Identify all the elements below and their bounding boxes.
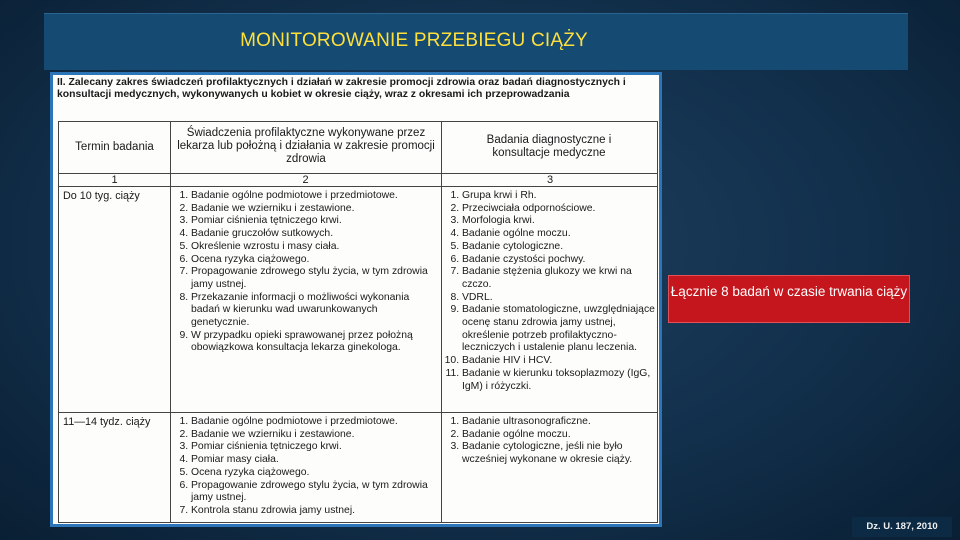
list-item: 6. Ocena ryzyka ciążowego. bbox=[191, 254, 436, 267]
column-number: 2 bbox=[302, 174, 309, 186]
list-item: 4. Badanie gruczołów sutkowych. bbox=[191, 228, 436, 241]
list-item: 3. Pomiar ciśnienia tętniczego krwi. bbox=[191, 215, 436, 228]
term-label: Do 10 tyg. ciąży bbox=[63, 190, 140, 202]
services-list bbox=[174, 416, 436, 518]
diagnostics-cell bbox=[445, 416, 655, 467]
list-item: 9. W przypadku opieki sprawowanej przez położną obowiązkowa konsultacja lekarza ginekologa. bbox=[191, 330, 436, 355]
list-item: 5. Ocena ryzyka ciążowego. bbox=[191, 467, 436, 480]
list-item: 10. Badanie HIV i HCV. bbox=[462, 355, 655, 368]
list-item: 7. Badanie stężenia glukozy we krwi na czczo. bbox=[462, 266, 655, 291]
list-item: 5. Określenie wzrostu i masy ciała. bbox=[191, 241, 436, 254]
list-item: 8. VDRL. bbox=[462, 292, 655, 305]
slide-title: MONITOROWANIE PRZEBIEGU CIĄŻY bbox=[240, 30, 588, 51]
list-item: 2. Przeciwciała odpornościowe. bbox=[462, 203, 655, 216]
list-item: 2. Badanie we wzierniku i zestawione. bbox=[191, 429, 436, 442]
list-item: 3. Badanie cytologiczne, jeśli nie było wcześniej wykonane w okresie ciąży. bbox=[462, 441, 655, 466]
row-divider bbox=[59, 412, 657, 413]
column-header-term: Termin badania bbox=[75, 141, 154, 153]
citation-badge: Dz. U. 187, 2010 bbox=[852, 517, 952, 537]
list-item: 1. Badanie ogólne podmiotowe i przedmiotowe. bbox=[191, 416, 436, 429]
list-item: 3. Morfologia krwi. bbox=[462, 215, 655, 228]
list-item: 4. Pomiar masy ciała. bbox=[191, 454, 436, 467]
column-header-diagnostics: Badania diagnostyczne i konsultacje medyczne bbox=[486, 134, 612, 159]
list-item: 2. Badanie ogólne moczu. bbox=[462, 429, 655, 442]
list-item: 3. Pomiar ciśnienia tętniczego krwi. bbox=[191, 441, 436, 454]
column-number: 1 bbox=[111, 174, 118, 186]
diagnostics-list bbox=[445, 190, 655, 393]
exam-count-callout: Łącznie 8 badań w czasie trwania ciąży bbox=[668, 275, 910, 323]
list-item: 2. Badanie we wzierniku i zestawione. bbox=[191, 203, 436, 216]
list-item: 6. Badanie czystości pochwy. bbox=[462, 254, 655, 267]
list-item: 7. Propagowanie zdrowego stylu życia, w tym zdrowia jamy ustnej. bbox=[191, 266, 436, 291]
list-item: 4. Badanie ogólne moczu. bbox=[462, 228, 655, 241]
title-bar bbox=[44, 13, 908, 70]
list-item: 1. Grupa krwi i Rh. bbox=[462, 190, 655, 203]
list-item: 11. Badanie w kierunku toksoplazmozy (IgG, IgM) i różyczki. bbox=[462, 368, 655, 393]
list-item: 1. Badanie ultrasonograficzne. bbox=[462, 416, 655, 429]
schedule-table bbox=[58, 121, 658, 523]
services-cell bbox=[174, 416, 436, 518]
list-item: 9. Badanie stomatologiczne, uwzględniające ocenę stanu zdrowia jamy ustnej, określenie potrzeb profilaktyczno-leczniczych i ustalenie planu leczenia. bbox=[462, 304, 655, 355]
list-item: 8. Przekazanie informacji o możliwości wykonania badań w kierunku wad uwarunkowanych genetycznie. bbox=[191, 292, 436, 330]
column-number: 3 bbox=[546, 174, 554, 186]
diagnostics-list bbox=[445, 416, 655, 467]
document-scan bbox=[50, 72, 662, 527]
document-heading: II. Zalecany zakres świadczeń profilaktycznych i działań w zakresie promocji zdrowia oraz badań diagnostycznych i konsultacji medycznych, wykonywanych u kobiet w okresie ciąży, wraz z okresami ich przeprowadzania bbox=[57, 77, 626, 101]
term-label: 11—14 tydz. ciąży bbox=[63, 416, 151, 428]
list-item: 7. Kontrola stanu zdrowia jamy ustnej. bbox=[191, 505, 436, 518]
list-item: 6. Propagowanie zdrowego stylu życia, w tym zdrowia jamy ustnej. bbox=[191, 480, 436, 505]
column-header-services: Świadczenia profilaktyczne wykonywane przez lekarza lub położną i działania w zakresie promocji zdrowia bbox=[177, 127, 435, 165]
list-item: 5. Badanie cytologiczne. bbox=[462, 241, 655, 254]
diagnostics-cell bbox=[445, 190, 655, 393]
list-item: 1. Badanie ogólne podmiotowe i przedmiotowe. bbox=[191, 190, 436, 203]
services-list bbox=[174, 190, 436, 355]
services-cell bbox=[174, 190, 436, 355]
